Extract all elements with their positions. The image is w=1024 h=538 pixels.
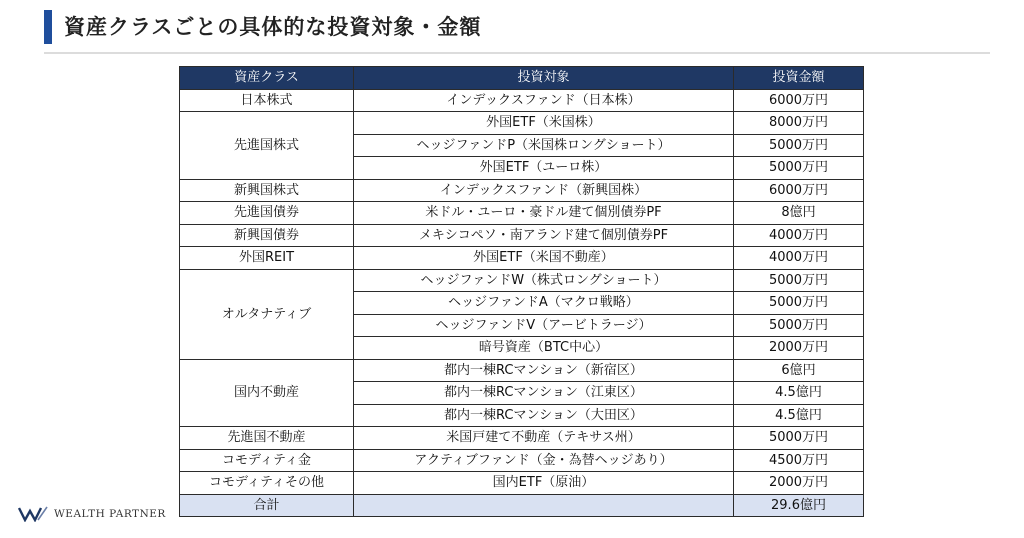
investment-target-cell: メキシコペソ・南アランド建て個別債券PF <box>354 224 734 247</box>
investment-target-cell: 都内一棟RCマンション（新宿区） <box>354 359 734 382</box>
asset-class-cell: 先進国債券 <box>180 202 354 225</box>
investment-target-cell: ヘッジファンドV（アービトラージ） <box>354 314 734 337</box>
investment-target-cell: 都内一棟RCマンション（江東区） <box>354 382 734 405</box>
asset-class-cell: 国内不動産 <box>180 359 354 427</box>
total-row <box>180 494 864 517</box>
asset-class-cell: 新興国債券 <box>180 224 354 247</box>
logo-text: WEALTH PARTNER <box>54 508 166 520</box>
column-header-amount: 投資金額 <box>734 67 864 90</box>
page-title: 資産クラスごとの具体的な投資対象・金額 <box>64 15 482 39</box>
investment-target-cell: アクティブファンド（金・為替ヘッジあり） <box>354 449 734 472</box>
investment-target-cell: ヘッジファンドP（米国株ロングショート） <box>354 134 734 157</box>
table-row <box>180 112 864 135</box>
asset-class-cell: コモディティ金 <box>180 449 354 472</box>
asset-class-cell: 外国REIT <box>180 247 354 270</box>
investment-target-cell: 外国ETF（ユーロ株） <box>354 157 734 180</box>
investment-target-cell: 暗号資産（BTC中心） <box>354 337 734 360</box>
table-row <box>180 89 864 112</box>
asset-class-cell: 先進国株式 <box>180 112 354 180</box>
investment-target-cell: インデックスファンド（新興国株） <box>354 179 734 202</box>
table-row <box>180 359 864 382</box>
investment-target-cell: 米ドル・ユーロ・豪ドル建て個別債券PF <box>354 202 734 225</box>
investment-target-cell: ヘッジファンドW（株式ロングショート） <box>354 269 734 292</box>
column-header-asset-class: 資産クラス <box>180 67 354 90</box>
column-header-target: 投資対象 <box>354 67 734 90</box>
investment-target-cell: 都内一棟RCマンション（大田区） <box>354 404 734 427</box>
investment-target-cell: 外国ETF（米国不動産） <box>354 247 734 270</box>
total-amount-cell: 29.6億円 <box>734 494 864 517</box>
investment-target-cell: 外国ETF（米国株） <box>354 112 734 135</box>
asset-class-cell: 日本株式 <box>180 89 354 112</box>
table-row <box>180 449 864 472</box>
amount-cell: 5000万円 <box>734 157 864 180</box>
amount-cell: 8億円 <box>734 202 864 225</box>
table-row <box>180 247 864 270</box>
amount-cell: 6億円 <box>734 359 864 382</box>
asset-class-cell: コモディティその他 <box>180 472 354 495</box>
amount-cell: 5000万円 <box>734 314 864 337</box>
investment-target-cell: 米国戸建て不動産（テキサス州） <box>354 427 734 450</box>
title-accent-bar <box>44 10 52 44</box>
table-header-row <box>180 67 864 90</box>
amount-cell: 4000万円 <box>734 224 864 247</box>
asset-table <box>179 66 864 517</box>
investment-target-cell: インデックスファンド（日本株） <box>354 89 734 112</box>
company-logo <box>18 506 166 522</box>
amount-cell: 4500万円 <box>734 449 864 472</box>
amount-cell: 4.5億円 <box>734 382 864 405</box>
table-row <box>180 224 864 247</box>
investment-target-cell: ヘッジファンドA（マクロ戦略） <box>354 292 734 315</box>
table-row <box>180 202 864 225</box>
amount-cell: 4000万円 <box>734 247 864 270</box>
amount-cell: 2000万円 <box>734 472 864 495</box>
amount-cell: 6000万円 <box>734 179 864 202</box>
amount-cell: 5000万円 <box>734 134 864 157</box>
table-row <box>180 427 864 450</box>
title-divider <box>44 52 990 54</box>
wealth-partner-logo-icon <box>18 506 48 522</box>
amount-cell: 5000万円 <box>734 427 864 450</box>
table-row <box>180 269 864 292</box>
table-row <box>180 472 864 495</box>
amount-cell: 4.5億円 <box>734 404 864 427</box>
amount-cell: 5000万円 <box>734 292 864 315</box>
amount-cell: 5000万円 <box>734 269 864 292</box>
amount-cell: 6000万円 <box>734 89 864 112</box>
table-body <box>180 89 864 517</box>
amount-cell: 2000万円 <box>734 337 864 360</box>
total-label-cell: 合計 <box>180 494 354 517</box>
asset-class-cell: 新興国株式 <box>180 179 354 202</box>
total-target-cell <box>354 494 734 517</box>
amount-cell: 8000万円 <box>734 112 864 135</box>
table-row <box>180 179 864 202</box>
investment-target-cell: 国内ETF（原油） <box>354 472 734 495</box>
asset-class-cell: 先進国不動産 <box>180 427 354 450</box>
asset-class-cell: オルタナティブ <box>180 269 354 359</box>
